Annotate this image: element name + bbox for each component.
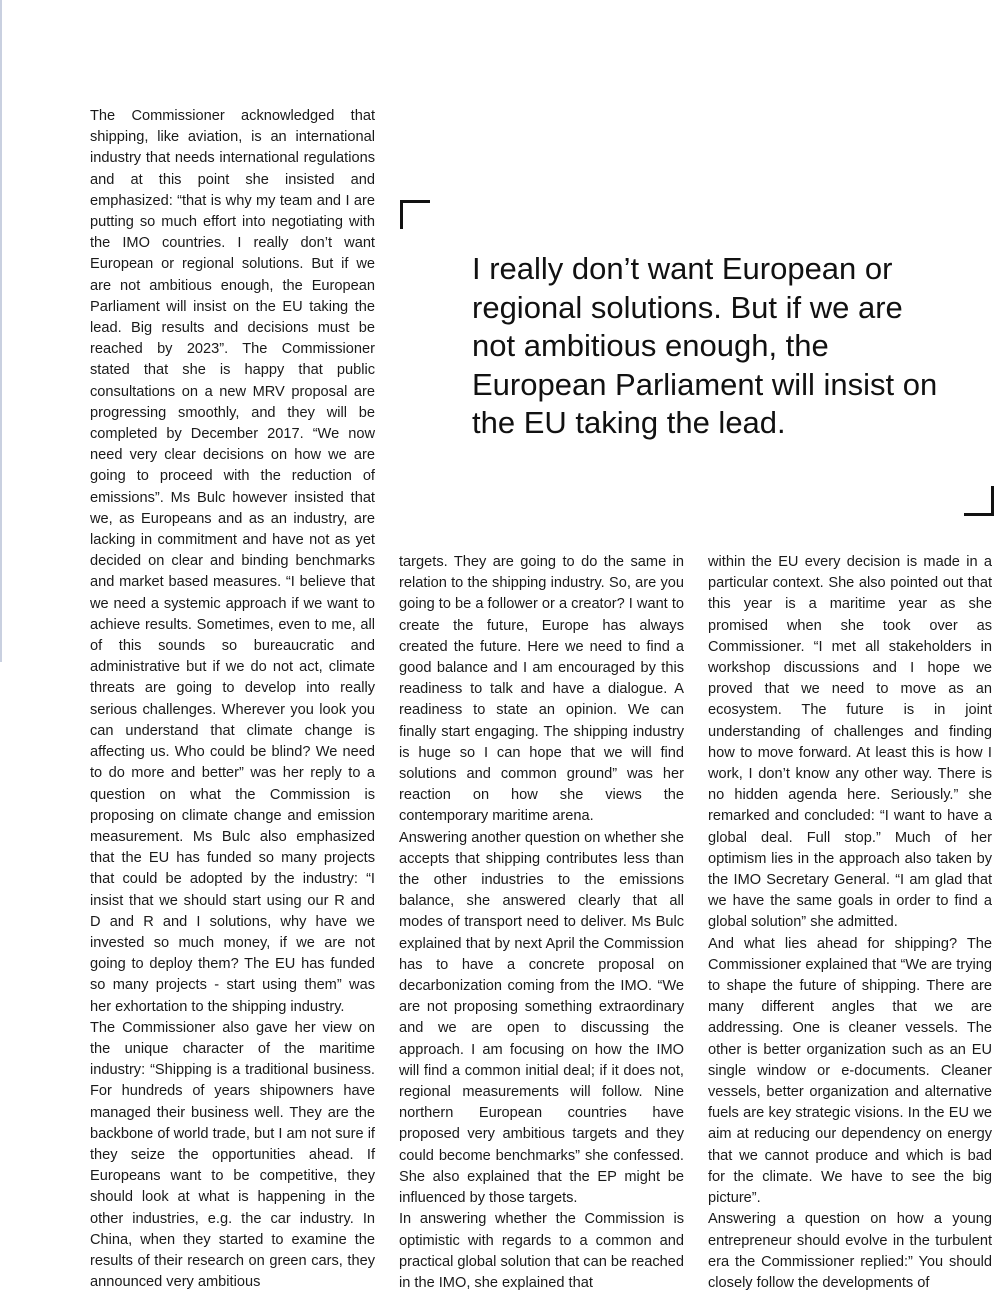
article-column-3 [708,552,992,1294]
column-2-paragraph-3: In answering whether the Commission is optimistic with regards to a common and practical global solution that can be reached in the IMO, she explained that [399,1211,684,1291]
column-1-paragraph-2: The Commissioner also gave her view on the unique character of the maritime industry: “Shipping is a traditional business. For hundreds of years shipowners have managed their business well. They are the backbone of world trade, but I am not sure if they seize the opportunities ahead. If Europeans want to be competitive, they should look at what is happening in the other industries, e.g. the car industry. In China, when they started to examine the results of their research on green cars, they announced very ambitious [90,1019,375,1291]
pull-quote: I really don’t want European or regional solutions. But if we are not ambitious enough, the European Parliament will insist on the EU taking the lead. [472,251,938,440]
column-3-paragraph-1: within the EU every decision is made in a particular context. She also pointed out that this year is a maritime year as she promised when she took over as Commissioner. “I met all stakeholders in workshop discussions and I hope we proved that we need to move as an ecosystem. The future is in joint understanding of challenges and finding how to move forward. At least this is how I work, I don’t know any other way. There is no hidden agenda here. Seriously.” she remarked and concluded: “I want to have a global deal. Full stop.” Much of her optimism lies in the approach also taken by the IMO Secretary General. “I am glad that we have the same goals in order to find a global solution” she admitted. [708,554,992,931]
column-3-paragraph-2: And what lies ahead for shipping? The Commissioner explained that “We are trying to shape the future of shipping. There are many different angles that we are addressing. One is cleaner vessels. The other is better organization such as an EU single window or e-documents. Cleaner vessels, better organization and alternative fuels are key strategic visions. In the EU we aim at reducing our dependency on energy that we cannot produce and which is bad for the climate. We have to see the big picture”. [708,935,992,1207]
column-2-paragraph-1: targets. They are going to do the same in relation to the shipping industry. So, are you going to be a follower or a creator? I want to create the future, Europe has always created the future. Here we need to find a good balance and I am encouraged by this readiness to talk and have a dialogue. A readiness to state an opinion. We can finally start engaging. The shipping industry is huge so I can hope that we will find solutions and common ground” was her reaction on how she views the contemporary maritime arena. [399,554,684,825]
column-1-paragraph-1: The Commissioner acknowledged that shipping, like aviation, is an international industry that needs international regulations and at this point she insisted and emphasized: “that is why my team and I are putting so much effort into negotiating with the IMO countries. I really don’t want European or regional solutions. But if we are not ambitious enough, the European Parliament will insist on the EU taking the lead. Big results and decisions must be reached by 2023”. The Commissioner stated that she is happy that public consultations on a new MRV proposal are progressing smoothly, and they will be completed by December 2017. “We now need very clear decisions on how we are going to proceed with the reduction of emissions”. Ms Bulc however insisted that we, as Europeans and as an industry, are lacking in commitment and have not as yet decided on clear and binding benchmarks and market based measures. “I believe that we need a systemic approach if we want to achieve results. Sometimes, even to me, all of this sounds so bureaucratic and administrative but if we do not act, climate threats are going to develop into really serious challenges. Wherever you look you can understand that climate change is affecting us. Who could be blind? We need to do more and better” was her reply to a question on what the Commission is proposing on climate change and emission measurement. Ms Bulc also emphasized that the EU has funded so many projects that could be adopted by the industry: “I insist that we should start using our R and D and R and I solutions, why have we invested so much money, if we are not going to deploy them? The EU has funded so many projects - start using them” was her exhortation to the shipping industry. [90,108,375,1015]
pull-quote-corner-bottom-right [964,486,994,516]
pull-quote-corner-top-left [400,200,430,229]
article-column-2 [399,552,684,1294]
page-edge-rule [0,0,2,662]
column-3-paragraph-3: Answering a question on how a young entrepreneur should evolve in the turbulent era the Commissioner replied:” You should closely follow the developments of [708,1211,992,1291]
column-2-paragraph-2: Answering another question on whether she accepts that shipping contributes less than the other industries to the emissions balance, she answered clearly that all modes of transport need to deliver. Ms Bulc explained that by next April the Commission has to have a concrete proposal on decarbonization coming from the IMO. “We are not proposing something extraordinary and we are open to discussing the approach. I am focusing on how the IMO will find a common initial deal; if it does not, regional measurements will follow. Nine northern European countries have proposed very ambitious targets and they could become benchmarks” she confessed. She also explained that the EP might be influenced by those targets. [399,829,684,1207]
article-column-1 [90,106,375,1293]
